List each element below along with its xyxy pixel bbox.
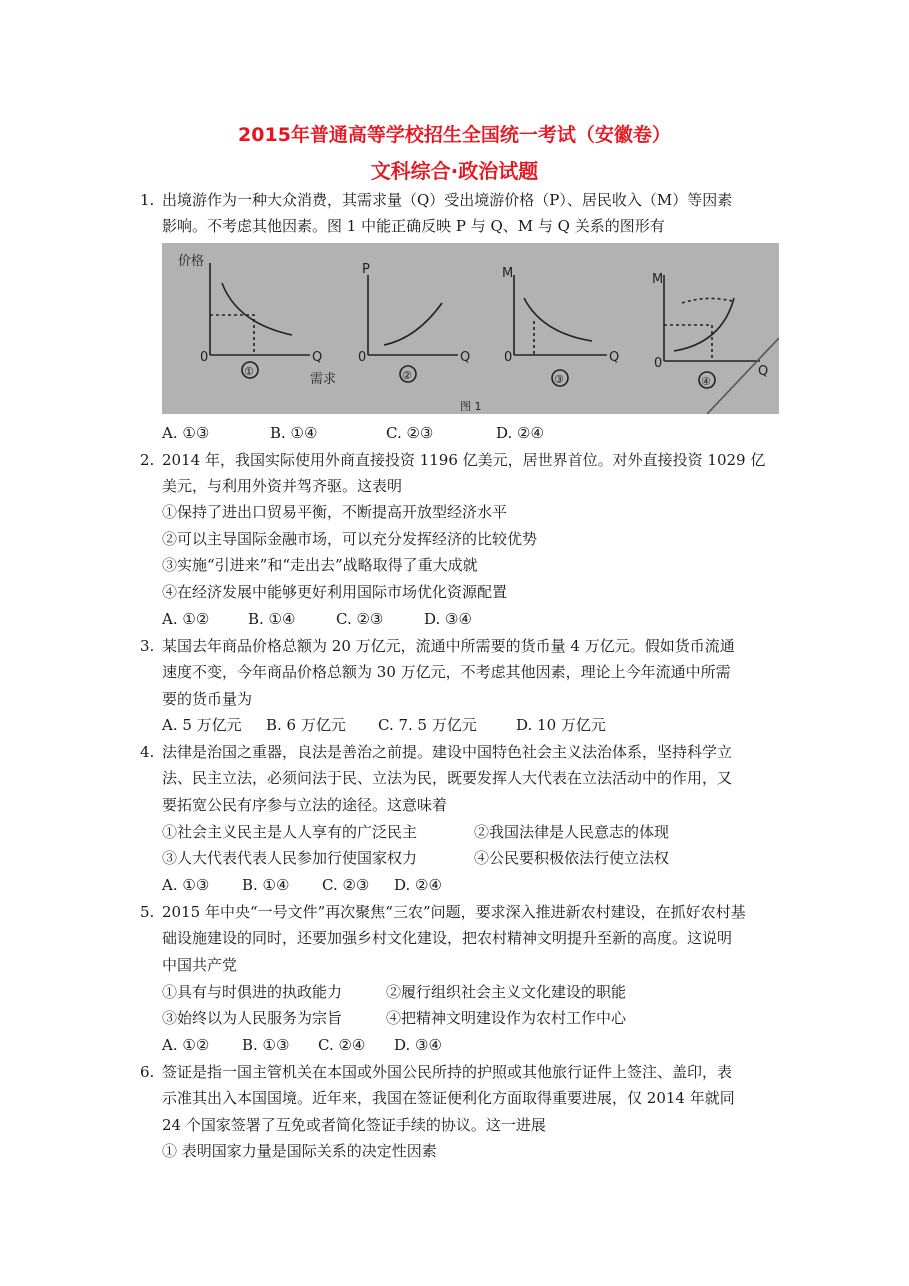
- question-text: 影响。不考虑其他因素。图 1 中能正确反映 P 与 Q、M 与 Q 关系的图形有: [162, 217, 665, 235]
- statement: ①保持了进出口贸易平衡，不断提高开放型经济水平: [162, 503, 508, 521]
- graph-1-origin: 0: [200, 350, 209, 365]
- question-number: 2.: [140, 451, 155, 469]
- graph-4-origin: 0: [654, 356, 663, 371]
- option-c[interactable]: C. ②③: [386, 424, 434, 442]
- question-text: 中国共产党: [162, 956, 238, 974]
- graph-2-origin: 0: [358, 350, 367, 365]
- option-d[interactable]: D. ②④: [496, 424, 544, 442]
- statement-row: [162, 1008, 626, 1028]
- answer-options: [162, 1035, 442, 1055]
- question-number: 3.: [140, 637, 155, 655]
- question-text: 要的货币量为: [162, 690, 253, 708]
- graph-2-x-label: Q: [460, 350, 471, 365]
- option-c[interactable]: C. ②③: [322, 876, 370, 894]
- question-text: 要拓宽公民有序参与立法的途径。这意味着: [162, 796, 448, 814]
- statement: ① 表明国家力量是国际关系的决定性因素: [162, 1142, 437, 1160]
- answer-options: [162, 715, 606, 735]
- answer-options: [162, 423, 544, 443]
- answer-options: [162, 609, 472, 629]
- question-text: 出境游作为一种大众消费，其需求量（Q）受出境游价格（P）、居民收入（M）等因素: [162, 191, 733, 209]
- graph-4-x-label: Q: [758, 364, 769, 379]
- option-a[interactable]: A. ①②: [162, 610, 210, 628]
- option-c[interactable]: C. ②④: [318, 1036, 366, 1054]
- statement: ②可以主导国际金融市场，可以充分发挥经济的比较优势: [162, 530, 538, 548]
- statement: ③人大代表代表人民参加行使国家权力: [162, 849, 418, 867]
- graph-3-y-label: M: [502, 266, 514, 281]
- graph-2-y-label: P: [362, 262, 370, 277]
- figure-graphs: [162, 243, 779, 414]
- option-b[interactable]: B. 6 万亿元: [266, 716, 346, 734]
- question-text: 速度不变，今年商品价格总额为 30 万亿元，不考虑其他因素，理论上今年流通中所需: [162, 663, 731, 681]
- graph-4-number: ④: [701, 375, 711, 388]
- graph-1-y-label: 价格: [178, 254, 205, 269]
- answer-options: [162, 875, 442, 895]
- exam-title: 2015年普通高等学校招生全国统一考试（安徽卷）: [238, 124, 671, 146]
- graph-3-origin: 0: [504, 350, 513, 365]
- option-d[interactable]: D. ③④: [424, 610, 472, 628]
- statement: ④公民要积极依法行使立法权: [474, 849, 670, 867]
- statement: ①具有与时俱进的执政能力: [162, 983, 343, 1001]
- option-a[interactable]: A. ①③: [162, 424, 210, 442]
- question-text: 法、民主立法，必须问法于民、立法为民，既要发挥人大代表在立法活动中的作用，又: [162, 769, 733, 787]
- graph-3-x-label: Q: [609, 350, 620, 365]
- option-b[interactable]: B. ①④: [270, 424, 318, 442]
- statement-row: [162, 848, 669, 868]
- option-d[interactable]: D. ②④: [394, 876, 442, 894]
- statement: ②我国法律是人民意志的体现: [474, 823, 670, 841]
- statement: ③实施“引进来”和“走出去”战略取得了重大成就: [162, 556, 478, 574]
- graph-3-number: ③: [554, 373, 564, 386]
- question-text: 示准其出入本国国境。近年来，我国在签证便利化方面取得重要进展，仅 2014 年就同: [162, 1089, 735, 1107]
- statement-row: [162, 982, 626, 1002]
- question-number: 1.: [140, 191, 155, 209]
- graph-1-x-label: Q: [312, 350, 323, 365]
- question-text: 础设施建设的同时，还要加强乡村文化建设，把农村精神文明提升至新的高度。这说明: [162, 929, 733, 947]
- question-text: 某国去年商品价格总额为 20 万亿元，流通中所需要的货币量 4 万亿元。假如货币流通: [162, 637, 735, 655]
- question-text: 2014 年，我国实际使用外商直接投资 1196 亿美元，居世界首位。对外直接投资 1029 亿: [162, 451, 766, 469]
- figure-1-photo: [162, 243, 779, 414]
- question-text: 签证是指一国主管机关在本国或外国公民所持的护照或其他旅行证件上签注、盖印，表: [162, 1063, 733, 1081]
- option-b[interactable]: B. ①③: [242, 1036, 290, 1054]
- option-d[interactable]: D. 10 万亿元: [516, 716, 606, 734]
- option-b[interactable]: B. ①④: [248, 610, 296, 628]
- exam-subtitle: 文科综合·政治试题: [370, 159, 539, 183]
- graph-1-extra-label: 需求: [310, 372, 337, 387]
- statement-row: [162, 822, 669, 842]
- statement: ③始终以为人民服务为宗旨: [162, 1009, 343, 1027]
- statement: ④在经济发展中能够更好利用国际市场优化资源配置: [162, 583, 508, 601]
- question-text: 美元，与利用外资并驾齐驱。这表明: [162, 477, 403, 495]
- option-a[interactable]: A. 5 万亿元: [162, 716, 242, 734]
- question-number: 4.: [140, 743, 155, 761]
- statement: ②履行组织社会主义文化建设的职能: [386, 983, 627, 1001]
- graph-2-number: ②: [402, 369, 412, 382]
- option-d[interactable]: D. ③④: [394, 1036, 442, 1054]
- figure-caption: 图 1: [460, 400, 482, 413]
- question-text: 24 个国家签署了互免或者简化签证手续的协议。这一进展: [162, 1116, 546, 1134]
- question-text: 2015 年中央“一号文件”再次聚焦“三农”问题，要求深入推进新农村建设，在抓好农村基: [162, 903, 746, 921]
- option-b[interactable]: B. ①④: [242, 876, 290, 894]
- option-a[interactable]: A. ①③: [162, 876, 210, 894]
- statement: ④把精神文明建设作为农村工作中心: [386, 1009, 627, 1027]
- statement: ①社会主义民主是人人享有的广泛民主: [162, 823, 418, 841]
- option-a[interactable]: A. ①②: [162, 1036, 210, 1054]
- question-text: 法律是治国之重器，良法是善治之前提。建设中国特色社会主义法治体系，坚持科学立: [162, 743, 733, 761]
- graph-1-number: ①: [244, 365, 254, 378]
- graph-4-y-label: M: [652, 272, 664, 287]
- question-number: 5.: [140, 903, 155, 921]
- question-number: 6.: [140, 1063, 155, 1081]
- option-c[interactable]: C. ②③: [336, 610, 384, 628]
- option-c[interactable]: C. 7. 5 万亿元: [378, 716, 477, 734]
